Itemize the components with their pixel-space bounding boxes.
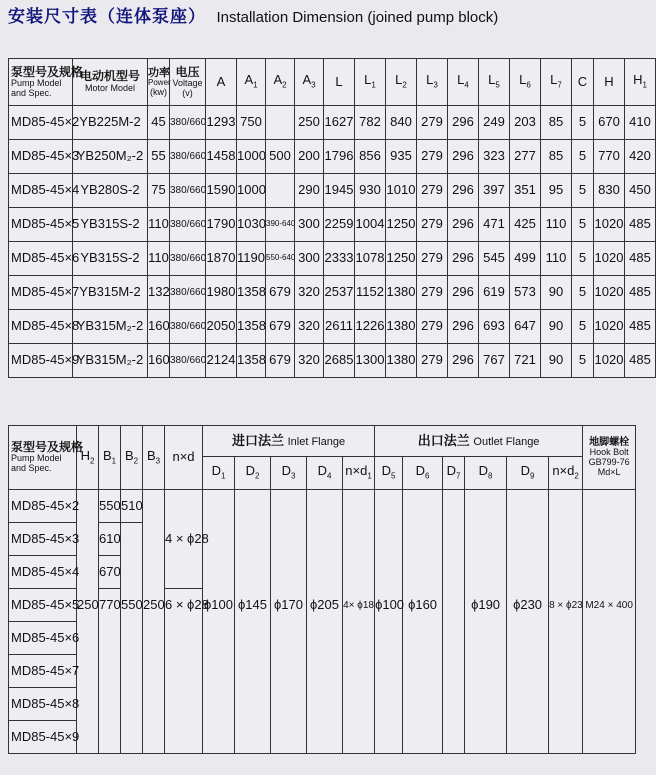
a3-cell: 250 [295, 106, 324, 140]
header-model-en2: and Spec. [11, 87, 52, 98]
model-cell: MD85-45×4 [9, 174, 73, 208]
motor-cell: YB315M-2 [73, 276, 148, 310]
c-cell: 5 [572, 140, 594, 174]
table1-header-row [9, 59, 656, 106]
power-cell: 110 [148, 242, 170, 276]
model-cell: MD85-45×5 [9, 589, 77, 622]
motor-cell: YB250M₂-2 [73, 140, 148, 174]
header2-model-en1: Pump Model [11, 453, 62, 464]
outlet-en: Outlet Flange [473, 435, 540, 448]
header-L6: $L_6$ [510, 59, 541, 106]
model-cell: MD85-45×3 [9, 140, 73, 174]
header-B2: $B_2$ [121, 426, 143, 490]
voltage-cell: 380/660 [170, 208, 206, 242]
bolt-en: Hook Bolt [589, 447, 629, 458]
model-cell: MD85-45×6 [9, 622, 77, 655]
l3-cell: 279 [417, 208, 448, 242]
header-voltage-zh: 电压 [175, 64, 200, 79]
l7-cell: 110 [541, 208, 572, 242]
table-row [9, 523, 636, 556]
nxd-cell: 6 × ϕ28 [165, 589, 203, 622]
model-cell: MD85-45×9 [9, 721, 77, 754]
header-L7: $L_7$ [541, 59, 572, 106]
a1-cell: 1358 [237, 310, 266, 344]
table-row [9, 344, 656, 378]
l3-cell: 279 [417, 140, 448, 174]
power-cell: 132 [148, 276, 170, 310]
l7-cell: 90 [541, 310, 572, 344]
l-cell: 2685 [324, 344, 355, 378]
h-cell: 830 [594, 174, 625, 208]
l7-cell: 85 [541, 106, 572, 140]
header2-model [9, 426, 84, 490]
motor-cell: YB280S-2 [73, 174, 148, 208]
power-cell: 160 [148, 310, 170, 344]
b1-cell: 670 [99, 556, 121, 589]
l-cell: 2537 [324, 276, 355, 310]
l5-cell: 619 [479, 276, 510, 310]
l5-cell: 397 [479, 174, 510, 208]
header-L2: $L_2$ [386, 59, 417, 106]
a2-cell: 679 [266, 310, 295, 344]
l4-cell: 296 [448, 242, 479, 276]
l7-cell: 95 [541, 174, 572, 208]
h-cell: 670 [594, 106, 625, 140]
title-en: Installation Dimension (joined pump block) [216, 9, 499, 26]
model-cell: MD85-45×2 [9, 106, 73, 140]
title-zh: 安装尺寸表（连体泵座） [8, 7, 206, 27]
h1-cell: 410 [625, 106, 656, 140]
header2-model-en2: and Spec. [11, 463, 52, 474]
a3-cell: 320 [295, 276, 324, 310]
a-cell: 1980 [206, 276, 237, 310]
a2-cell: 500 [266, 140, 295, 174]
model-cell: MD85-45×4 [9, 556, 77, 589]
h1-cell: 420 [625, 140, 656, 174]
a1-cell: 1190 [237, 242, 266, 276]
l6-cell: 647 [510, 310, 541, 344]
nxd2-cell: 8 × ϕ23 [549, 589, 583, 622]
l2-cell: 1380 [386, 310, 417, 344]
l5-cell: 323 [479, 140, 510, 174]
header-power [148, 59, 170, 106]
c-cell: 5 [572, 276, 594, 310]
l7-cell: 110 [541, 242, 572, 276]
header-C: C [572, 59, 594, 106]
header-D2: $D_2$ [235, 457, 271, 490]
d9-cell: ϕ230 [507, 589, 549, 622]
voltage-cell: 380/660 [170, 310, 206, 344]
header-D8: $D_8$ [465, 457, 507, 490]
l1-cell: 930 [355, 174, 386, 208]
a-cell: 2124 [206, 344, 237, 378]
power-cell: 160 [148, 344, 170, 378]
header-A1: $A_1$ [237, 59, 266, 106]
l6-cell: 351 [510, 174, 541, 208]
l1-cell: 1004 [355, 208, 386, 242]
bolt-zh: 地脚螺栓 [589, 437, 630, 449]
h-cell: 1020 [594, 276, 625, 310]
d4-cell: ϕ205 [307, 589, 343, 622]
header-L: L [324, 59, 355, 106]
a3-cell: 320 [295, 344, 324, 378]
a1-cell: 750 [237, 106, 266, 140]
header-D6: $D_6$ [403, 457, 443, 490]
table-row [9, 208, 656, 242]
table-row [9, 106, 656, 140]
motor-cell: YB315S-2 [73, 208, 148, 242]
c-cell: 5 [572, 344, 594, 378]
model-cell: MD85-45×3 [9, 523, 77, 556]
l7-cell: 90 [541, 276, 572, 310]
dimension-table-1 [8, 58, 656, 378]
l6-cell: 499 [510, 242, 541, 276]
b3-cell: 250 [143, 589, 165, 622]
table1-body [9, 106, 656, 378]
voltage-cell: 380/660 [170, 242, 206, 276]
header-motor-en: Motor Model [84, 82, 136, 93]
l3-cell: 279 [417, 242, 448, 276]
d6-cell: ϕ160 [403, 589, 443, 622]
l1-cell: 782 [355, 106, 386, 140]
header-inlet-flange [203, 426, 375, 457]
l5-cell: 471 [479, 208, 510, 242]
header-D1: $D_1$ [203, 457, 235, 490]
table-row [9, 622, 636, 655]
header-model-zh: 泵型号及规格 [11, 64, 84, 79]
a-cell: 1870 [206, 242, 237, 276]
a2-cell: 390-640 [266, 208, 295, 242]
a1-cell: 1030 [237, 208, 266, 242]
a3-cell: 300 [295, 242, 324, 276]
l4-cell: 296 [448, 140, 479, 174]
c-cell: 5 [572, 310, 594, 344]
motor-cell: YB315S-2 [73, 242, 148, 276]
header-D5: $D_5$ [375, 457, 403, 490]
header-H2: $H_2$ [77, 426, 99, 490]
h1-cell: 485 [625, 242, 656, 276]
power-cell: 110 [148, 208, 170, 242]
d5-cell: ϕ100 [375, 589, 403, 622]
table-row [9, 140, 656, 174]
header2-model-zh: 泵型号及规格 [11, 440, 84, 455]
header-voltage [170, 59, 206, 106]
header-nxd2: $n\times d_2$ [549, 457, 583, 490]
l1-cell: 1152 [355, 276, 386, 310]
model-cell: MD85-45×8 [9, 310, 73, 344]
a-cell: 1590 [206, 174, 237, 208]
table-row [9, 556, 636, 589]
model-cell: MD85-45×7 [9, 276, 73, 310]
table-row [9, 242, 656, 276]
nxd-cell: 4 × ϕ28 [165, 490, 203, 589]
voltage-cell: 380/660 [170, 174, 206, 208]
l5-cell: 545 [479, 242, 510, 276]
h-cell: 1020 [594, 310, 625, 344]
header-D4: $D_4$ [307, 457, 343, 490]
header-L3: $L_3$ [417, 59, 448, 106]
table-row [9, 721, 636, 754]
l5-cell: 249 [479, 106, 510, 140]
l3-cell: 279 [417, 174, 448, 208]
d1-cell: ϕ100 [203, 589, 235, 622]
a1-cell: 1000 [237, 140, 266, 174]
inlet-zh: 进口法兰 [231, 432, 284, 448]
l3-cell: 279 [417, 310, 448, 344]
a2-cell: 679 [266, 344, 295, 378]
model-cell: MD85-45×2 [9, 490, 77, 523]
l2-cell: 1250 [386, 242, 417, 276]
header-L1: $L_1$ [355, 59, 386, 106]
header-power-zh: 功率 [148, 66, 170, 79]
header-D9: $D_9$ [507, 457, 549, 490]
header-nxd: n×d [165, 426, 203, 490]
c-cell: 5 [572, 208, 594, 242]
table-row [9, 174, 656, 208]
header-A2: $A_2$ [266, 59, 295, 106]
l1-cell: 1078 [355, 242, 386, 276]
l6-cell: 573 [510, 276, 541, 310]
l4-cell: 296 [448, 276, 479, 310]
l2-cell: 1010 [386, 174, 417, 208]
model-cell: MD85-45×6 [9, 242, 73, 276]
header-voltage-unit: (v) [182, 87, 193, 98]
l1-cell: 856 [355, 140, 386, 174]
table-row [9, 276, 656, 310]
l-cell: 1627 [324, 106, 355, 140]
l7-cell: 85 [541, 140, 572, 174]
nxd1-cell: 4× ϕ18 [343, 589, 375, 622]
a2-cell [266, 174, 295, 208]
l-cell: 2259 [324, 208, 355, 242]
a-cell: 2050 [206, 310, 237, 344]
c-cell: 5 [572, 242, 594, 276]
l2-cell: 840 [386, 106, 417, 140]
h1-cell: 485 [625, 208, 656, 242]
a-cell: 1293 [206, 106, 237, 140]
header-L5: $L_5$ [479, 59, 510, 106]
a3-cell: 200 [295, 140, 324, 174]
header-motor [73, 59, 148, 106]
l-cell: 1945 [324, 174, 355, 208]
l4-cell: 296 [448, 344, 479, 378]
b1-cell: 770 [99, 589, 121, 622]
voltage-cell: 380/660 [170, 344, 206, 378]
l5-cell: 767 [479, 344, 510, 378]
d8-cell: ϕ190 [465, 589, 507, 622]
a-cell: 1790 [206, 208, 237, 242]
l6-cell: 721 [510, 344, 541, 378]
l1-cell: 1226 [355, 310, 386, 344]
header-model-en1: Pump Model [11, 77, 62, 88]
d7-cell [443, 589, 465, 622]
l3-cell: 279 [417, 276, 448, 310]
header-L4: $L_4$ [448, 59, 479, 106]
l4-cell: 296 [448, 174, 479, 208]
l2-cell: 1380 [386, 276, 417, 310]
l2-cell: 935 [386, 140, 417, 174]
table-row [9, 310, 656, 344]
l2-cell: 1250 [386, 208, 417, 242]
a3-cell: 320 [295, 310, 324, 344]
header-A3: $A_3$ [295, 59, 324, 106]
l-cell: 2333 [324, 242, 355, 276]
c-cell: 5 [572, 174, 594, 208]
h1-cell: 450 [625, 174, 656, 208]
h-cell: 770 [594, 140, 625, 174]
a1-cell: 1358 [237, 344, 266, 378]
header-power-unit: (kw) [150, 86, 167, 97]
dimension-table-2 [8, 425, 636, 754]
voltage-cell: 380/660 [170, 140, 206, 174]
l1-cell: 1300 [355, 344, 386, 378]
inlet-en: Inlet Flange [287, 435, 346, 448]
l4-cell: 296 [448, 106, 479, 140]
power-cell: 75 [148, 174, 170, 208]
header-power-en: Power [148, 77, 171, 87]
a2-cell [266, 106, 295, 140]
h1-cell: 485 [625, 276, 656, 310]
table-row [9, 655, 636, 688]
model-cell: MD85-45×8 [9, 688, 77, 721]
a3-cell: 290 [295, 174, 324, 208]
header-voltage-en: Voltage [172, 77, 203, 88]
a1-cell: 1000 [237, 174, 266, 208]
header-B3: $B_3$ [143, 426, 165, 490]
header-model [9, 59, 84, 106]
l-cell: 1796 [324, 140, 355, 174]
h1-cell: 485 [625, 344, 656, 378]
table-row [9, 589, 636, 622]
b1-cell: 610 [99, 523, 121, 556]
motor-cell: YB225M-2 [73, 106, 148, 140]
header-hook-bolt [583, 426, 636, 490]
header-A: A [206, 59, 237, 106]
voltage-cell: 380/660 [170, 106, 206, 140]
b2-cell: 510 [121, 490, 143, 523]
motor-cell: YB315M₂-2 [73, 344, 148, 378]
table-row [9, 688, 636, 721]
motor-cell: YB315M₂-2 [73, 310, 148, 344]
l3-cell: 279 [417, 344, 448, 378]
a3-cell: 300 [295, 208, 324, 242]
header-H1: $H_1$ [625, 59, 656, 106]
h-cell: 1020 [594, 344, 625, 378]
bolt-cell: M24 × 400 [583, 589, 636, 622]
l5-cell: 693 [479, 310, 510, 344]
b2-cell: 550 [121, 589, 143, 622]
model-cell: MD85-45×5 [9, 208, 73, 242]
a-cell: 1458 [206, 140, 237, 174]
l6-cell: 203 [510, 106, 541, 140]
bolt-std: GB799-76 [588, 457, 630, 468]
outlet-zh: 出口法兰 [417, 432, 470, 448]
l4-cell: 296 [448, 208, 479, 242]
a2-cell: 679 [266, 276, 295, 310]
a2-cell: 550-640 [266, 242, 295, 276]
h-cell: 1020 [594, 242, 625, 276]
h-cell: 1020 [594, 208, 625, 242]
l3-cell: 279 [417, 106, 448, 140]
l6-cell: 277 [510, 140, 541, 174]
header-outlet-flange [375, 426, 583, 457]
bolt-dim: Md×L [597, 466, 621, 477]
a1-cell: 1358 [237, 276, 266, 310]
l6-cell: 425 [510, 208, 541, 242]
model-cell: MD85-45×7 [9, 655, 77, 688]
l4-cell: 296 [448, 310, 479, 344]
l-cell: 2611 [324, 310, 355, 344]
header-nxd1: $n\times d_1$ [343, 457, 375, 490]
d2-cell: ϕ145 [235, 589, 271, 622]
l2-cell: 1380 [386, 344, 417, 378]
header-motor-zh: 电动机型号 [79, 69, 140, 84]
l7-cell: 90 [541, 344, 572, 378]
b1-cell: 550 [99, 490, 121, 523]
power-cell: 45 [148, 106, 170, 140]
h2-cell: 250 [77, 589, 99, 622]
header-D3: $D_3$ [271, 457, 307, 490]
voltage-cell: 380/660 [170, 276, 206, 310]
table2-header-row-1 [9, 426, 636, 457]
d3-cell: ϕ170 [271, 589, 307, 622]
h1-cell: 485 [625, 310, 656, 344]
model-cell: MD85-45×9 [9, 344, 73, 378]
page-title [8, 4, 498, 30]
power-cell: 55 [148, 140, 170, 174]
header-B1: $B_1$ [99, 426, 121, 490]
table-row [9, 490, 636, 523]
c-cell: 5 [572, 106, 594, 140]
header-D7: $D_7$ [443, 457, 465, 490]
header-H: H [594, 59, 625, 106]
